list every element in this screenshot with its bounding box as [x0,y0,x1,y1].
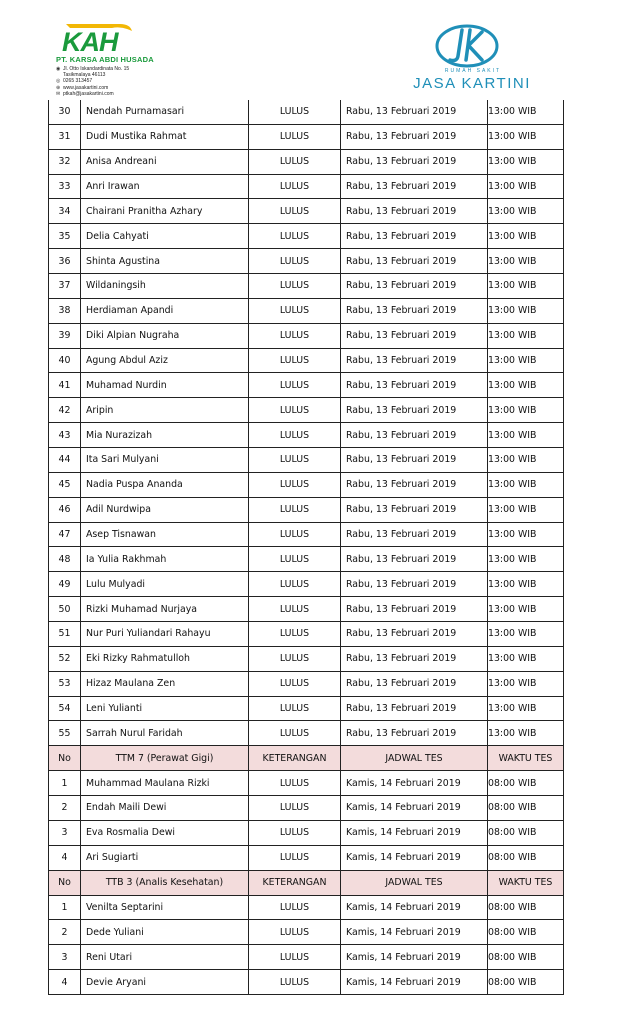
cell-no: No [49,746,81,771]
cell-keterangan: LULUS [249,547,341,572]
cell-keterangan: LULUS [249,771,341,796]
cell-jadwal: Kamis, 14 Februari 2019 [341,970,488,995]
cell-no: 2 [49,920,81,945]
table-row [49,472,564,497]
cell-waktu: 13:00 WIB [488,721,564,746]
cell-no: 46 [49,497,81,522]
cell-name: Herdiaman Apandi [81,298,249,323]
cell-keterangan: LULUS [249,323,341,348]
cell-no: 40 [49,348,81,373]
table-row [49,448,564,473]
section-header-row [49,870,564,895]
cell-no: 45 [49,472,81,497]
cell-keterangan: LULUS [249,124,341,149]
cell-no: 34 [49,199,81,224]
cell-waktu: 13:00 WIB [488,597,564,622]
table-row [49,522,564,547]
cell-name: Eki Rizky Rahmatulloh [81,646,249,671]
jasa-kartini-logo-icon [432,24,502,68]
cell-name: Lulu Mulyadi [81,572,249,597]
cell-name: Muhammad Maulana Rizki [81,771,249,796]
table-row [49,174,564,199]
table-row [49,970,564,995]
cell-no: 3 [49,820,81,845]
cell-keterangan: LULUS [249,472,341,497]
cell-waktu: 13:00 WIB [488,448,564,473]
cell-keterangan: LULUS [249,696,341,721]
cell-waktu: 08:00 WIB [488,771,564,796]
cell-keterangan: LULUS [249,274,341,299]
cell-waktu: 08:00 WIB [488,845,564,870]
cell-keterangan: LULUS [249,149,341,174]
cell-waktu: 13:00 WIB [488,622,564,647]
table-row [49,100,564,124]
cell-waktu: 13:00 WIB [488,572,564,597]
cell-jadwal: Kamis, 14 Februari 2019 [341,771,488,796]
cell-waktu: 13:00 WIB [488,274,564,299]
table-row [49,423,564,448]
cell-keterangan: LULUS [249,348,341,373]
cell-no: 31 [49,124,81,149]
cell-no: 33 [49,174,81,199]
table-row [49,696,564,721]
cell-keterangan: LULUS [249,945,341,970]
cell-name: Endah Maili Dewi [81,796,249,821]
location-icon: ◉ [56,66,61,72]
table-row [49,646,564,671]
cell-name: Mia Nurazizah [81,423,249,448]
cell-jadwal: Rabu, 13 Februari 2019 [341,497,488,522]
cell-name: Nendah Purnamasari [81,100,249,124]
table-row [49,249,564,274]
cell-waktu: 13:00 WIB [488,373,564,398]
cell-keterangan: LULUS [249,646,341,671]
table-row [49,348,564,373]
cell-no: 54 [49,696,81,721]
cell-keterangan: LULUS [249,721,341,746]
cell-no: 3 [49,945,81,970]
cell-keterangan: LULUS [249,597,341,622]
email-text: ptkah@jasakartini.com [63,90,114,97]
cell-name: Eva Rosmalia Dewi [81,820,249,845]
cell-keterangan: LULUS [249,249,341,274]
kah-logo [60,22,140,54]
cell-no: 43 [49,423,81,448]
cell-jadwal: Rabu, 13 Februari 2019 [341,149,488,174]
cell-name: Sarrah Nurul Faridah [81,721,249,746]
cell-waktu: 13:00 WIB [488,124,564,149]
table-row [49,721,564,746]
table-row [49,796,564,821]
cell-waktu: 13:00 WIB [488,423,564,448]
cell-name: Delia Cahyati [81,224,249,249]
cell-keterangan: LULUS [249,373,341,398]
cell-name: TTM 7 (Perawat Gigi) [81,746,249,771]
cell-name: Reni Utari [81,945,249,970]
cell-name: Ari Sugiarti [81,845,249,870]
cell-jadwal: JADWAL TES [341,870,488,895]
cell-waktu: 13:00 WIB [488,671,564,696]
cell-keterangan: LULUS [249,174,341,199]
cell-name: Venilta Septarini [81,895,249,920]
cell-jadwal: Rabu, 13 Februari 2019 [341,622,488,647]
cell-name: Wildaningsih [81,274,249,299]
cell-jadwal: Rabu, 13 Februari 2019 [341,448,488,473]
cell-no: 44 [49,448,81,473]
cell-no: No [49,870,81,895]
section-header-row [49,746,564,771]
cell-jadwal: Rabu, 13 Februari 2019 [341,124,488,149]
cell-no: 1 [49,771,81,796]
cell-waktu: 13:00 WIB [488,348,564,373]
cell-no: 52 [49,646,81,671]
cell-name: Dudi Mustika Rahmat [81,124,249,149]
cell-no: 2 [49,796,81,821]
kah-logo-text: KAH [62,27,118,54]
cell-name: Muhamad Nurdin [81,373,249,398]
cell-keterangan: LULUS [249,522,341,547]
cell-waktu: 13:00 WIB [488,522,564,547]
cell-jadwal: Rabu, 13 Februari 2019 [341,224,488,249]
table-row [49,820,564,845]
cell-jadwal: Rabu, 13 Februari 2019 [341,100,488,124]
cell-waktu: 13:00 WIB [488,249,564,274]
cell-no: 51 [49,622,81,647]
cell-keterangan: LULUS [249,199,341,224]
table-row [49,497,564,522]
cell-jadwal: Rabu, 13 Februari 2019 [341,472,488,497]
cell-name: Leni Yulianti [81,696,249,721]
phone-text: 0265 313457 [63,78,93,85]
cell-jadwal: Rabu, 13 Februari 2019 [341,522,488,547]
cell-name: Devie Aryani [81,970,249,995]
cell-name: Dede Yuliani [81,920,249,945]
cell-name: Asep Tisnawan [81,522,249,547]
cell-name: TTB 3 (Analis Kesehatan) [81,870,249,895]
cell-waktu: 13:00 WIB [488,547,564,572]
cell-no: 1 [49,895,81,920]
cell-waktu: 08:00 WIB [488,970,564,995]
cell-no: 53 [49,671,81,696]
table-row [49,622,564,647]
contact-block [56,66,129,97]
cell-waktu: 13:00 WIB [488,696,564,721]
cell-keterangan: LULUS [249,448,341,473]
table-row [49,224,564,249]
cell-jadwal: Kamis, 14 Februari 2019 [341,895,488,920]
phone-icon: ◎ [56,78,61,85]
cell-jadwal: Rabu, 13 Februari 2019 [341,721,488,746]
cell-jadwal: Rabu, 13 Februari 2019 [341,174,488,199]
results-table [48,100,564,995]
table-row [49,920,564,945]
cell-no: 32 [49,149,81,174]
cell-keterangan: KETERANGAN [249,746,341,771]
cell-waktu: 13:00 WIB [488,174,564,199]
cell-no: 4 [49,845,81,870]
cell-waktu: 08:00 WIB [488,895,564,920]
letterhead [0,0,622,104]
cell-keterangan: LULUS [249,970,341,995]
cell-keterangan: LULUS [249,298,341,323]
cell-name: Anisa Andreani [81,149,249,174]
cell-jadwal: Rabu, 13 Februari 2019 [341,547,488,572]
cell-jadwal: Rabu, 13 Februari 2019 [341,274,488,299]
cell-no: 50 [49,597,81,622]
cell-keterangan: LULUS [249,224,341,249]
cell-jadwal: Rabu, 13 Februari 2019 [341,348,488,373]
cell-name: Adil Nurdwipa [81,497,249,522]
cell-name: Nur Puri Yuliandari Rahayu [81,622,249,647]
cell-waktu: 08:00 WIB [488,945,564,970]
cell-no: 39 [49,323,81,348]
cell-keterangan: LULUS [249,895,341,920]
cell-no: 4 [49,970,81,995]
cell-name: Aripin [81,398,249,423]
cell-jadwal: Kamis, 14 Februari 2019 [341,796,488,821]
cell-jadwal: Rabu, 13 Februari 2019 [341,572,488,597]
cell-keterangan: LULUS [249,845,341,870]
cell-jadwal: Kamis, 14 Februari 2019 [341,845,488,870]
cell-no: 48 [49,547,81,572]
cell-keterangan: LULUS [249,398,341,423]
table-row [49,199,564,224]
cell-waktu: 13:00 WIB [488,398,564,423]
cell-keterangan: LULUS [249,920,341,945]
cell-waktu: 08:00 WIB [488,820,564,845]
cell-no: 38 [49,298,81,323]
table-row [49,323,564,348]
table-row [49,771,564,796]
cell-waktu: 13:00 WIB [488,100,564,124]
hospital-subtitle: RUMAH SAKIT [444,68,502,74]
cell-keterangan: LULUS [249,622,341,647]
cell-no: 55 [49,721,81,746]
table-row [49,298,564,323]
cell-waktu: 13:00 WIB [488,472,564,497]
table-row [49,274,564,299]
cell-waktu: 13:00 WIB [488,323,564,348]
cell-jadwal: Rabu, 13 Februari 2019 [341,646,488,671]
table-row [49,547,564,572]
cell-jadwal: Kamis, 14 Februari 2019 [341,920,488,945]
globe-icon: ⊕ [56,84,61,91]
cell-keterangan: LULUS [249,497,341,522]
cell-name: Agung Abdul Aziz [81,348,249,373]
cell-jadwal: Rabu, 13 Februari 2019 [341,199,488,224]
cell-jadwal: Rabu, 13 Februari 2019 [341,671,488,696]
cell-waktu: 13:00 WIB [488,224,564,249]
table-row [49,845,564,870]
cell-name: Chairani Pranitha Azhary [81,199,249,224]
cell-name: Shinta Agustina [81,249,249,274]
cell-waktu: 13:00 WIB [488,199,564,224]
company-name: PT. KARSA ABDI HUSADA [56,55,154,64]
cell-jadwal: Rabu, 13 Februari 2019 [341,696,488,721]
table-row [49,149,564,174]
cell-jadwal: Rabu, 13 Februari 2019 [341,398,488,423]
cell-keterangan: LULUS [249,671,341,696]
hospital-name: JASA KARTINI [413,75,531,92]
cell-name: Hizaz Maulana Zen [81,671,249,696]
cell-name: Rizki Muhamad Nurjaya [81,597,249,622]
cell-jadwal: Rabu, 13 Februari 2019 [341,597,488,622]
table-row [49,572,564,597]
cell-jadwal: Rabu, 13 Februari 2019 [341,323,488,348]
cell-waktu: 08:00 WIB [488,796,564,821]
mail-icon: ✉ [56,90,61,97]
table-row [49,597,564,622]
cell-name: Ita Sari Mulyani [81,448,249,473]
cell-no: 35 [49,224,81,249]
cell-name: Diki Alpian Nugraha [81,323,249,348]
cell-no: 47 [49,522,81,547]
website-text: www.jasakartini.com [63,84,109,91]
cell-keterangan: LULUS [249,100,341,124]
cell-no: 30 [49,100,81,124]
cell-keterangan: KETERANGAN [249,870,341,895]
table-row [49,945,564,970]
address-line2: Tasikmalaya 46113 [63,72,106,79]
table-row [49,124,564,149]
cell-keterangan: LULUS [249,820,341,845]
cell-waktu: 13:00 WIB [488,149,564,174]
table-row [49,895,564,920]
cell-waktu: 08:00 WIB [488,920,564,945]
cell-jadwal: Rabu, 13 Februari 2019 [341,373,488,398]
cell-jadwal: Kamis, 14 Februari 2019 [341,820,488,845]
cell-keterangan: LULUS [249,572,341,597]
cell-waktu: 13:00 WIB [488,298,564,323]
cell-waktu: WAKTU TES [488,870,564,895]
cell-no: 49 [49,572,81,597]
cell-waktu: 13:00 WIB [488,497,564,522]
cell-jadwal: Rabu, 13 Februari 2019 [341,298,488,323]
address-line1: Jl. Otto Iskandardinata No. 15 [63,66,130,72]
cell-keterangan: LULUS [249,796,341,821]
cell-no: 36 [49,249,81,274]
cell-waktu: WAKTU TES [488,746,564,771]
cell-keterangan: LULUS [249,423,341,448]
cell-jadwal: Rabu, 13 Februari 2019 [341,423,488,448]
cell-jadwal: Kamis, 14 Februari 2019 [341,945,488,970]
cell-no: 41 [49,373,81,398]
table-row [49,373,564,398]
cell-no: 37 [49,274,81,299]
table-row [49,671,564,696]
cell-name: Anri Irawan [81,174,249,199]
cell-name: Nadia Puspa Ananda [81,472,249,497]
cell-name: Ia Yulia Rakhmah [81,547,249,572]
cell-no: 42 [49,398,81,423]
cell-jadwal: JADWAL TES [341,746,488,771]
table-row [49,398,564,423]
cell-waktu: 13:00 WIB [488,646,564,671]
cell-jadwal: Rabu, 13 Februari 2019 [341,249,488,274]
